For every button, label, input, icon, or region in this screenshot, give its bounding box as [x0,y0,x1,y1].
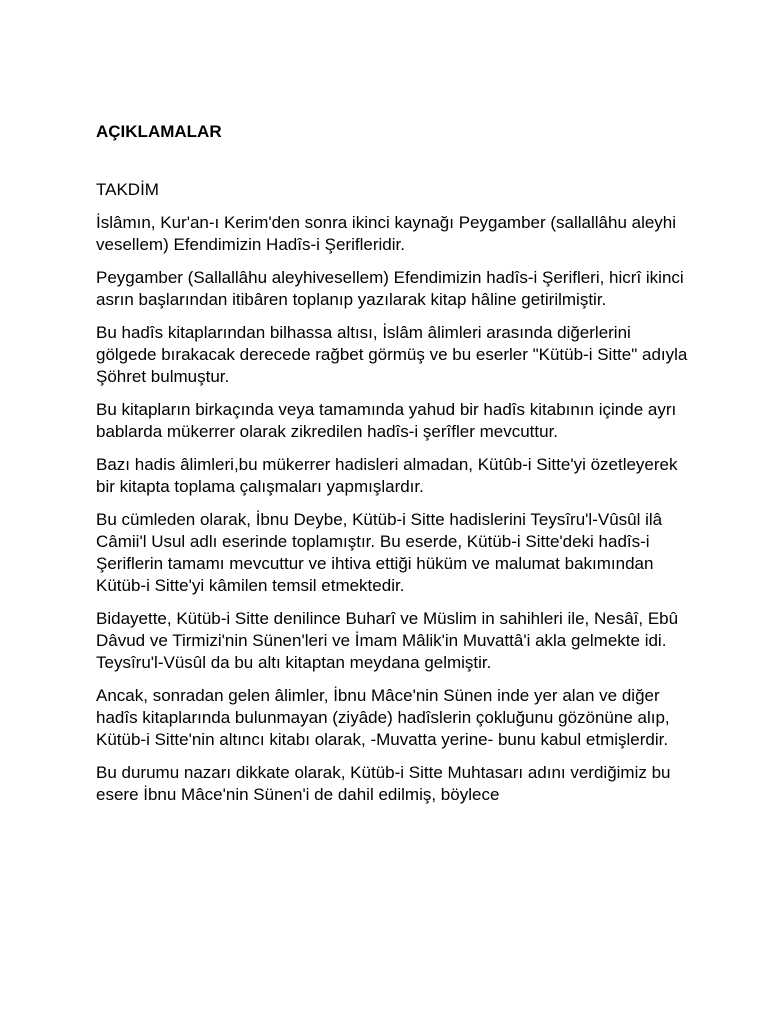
document-title: AÇIKLAMALAR [96,122,222,141]
document-page [96,121,696,806]
section-title: TAKDİM [96,180,159,199]
paragraph: Bu kitapların birkaçında veya tamamında yahud bir hadîs kitabının içinde ayrı bablarda mükerrer olarak zikredilen hadîs-i şerîfler mevcuttur. [96,400,677,441]
paragraph: Bidayette, Kütüb-i Sitte denilince Buharî ve Müslim in sahihleri ile, Nesâî, Ebû Dâvud ve Tirmizi'nin Sünen'leri ve İmam Mâlik'in Muvattâ'i akla gelmekte idi. Teysîru'l-Vüsûl da bu altı kitaptan meydana gelmiştir. [96,609,679,672]
paragraph: Peygamber (Sallallâhu aleyhivesellem) Efendimizin hadîs-i Şerifleri, hicrî ikinci asrın başlarından itibâren toplanıp yazılarak kitap hâline getirilmiştir. [96,268,684,309]
paragraph: Bazı hadis âlimleri,bu mükerrer hadisleri almadan, Kütûb-i Sitte'yi özetleyerek bir kitapta toplama çalışmaları yapmışlardır. [96,455,678,496]
paragraph: İslâmın, Kur'an-ı Kerim'den sonra ikinci kaynağı Peygamber (sallallâhu aleyhi vesellem) Efendimizin Hadîs-i Şerifleridir. [96,213,677,254]
paragraph: Bu hadîs kitaplarından bilhassa altısı, İslâm âlimleri arasında diğerlerini gölgede bırakacak derecede rağbet görmüş ve bu eserler "Kütüb-i Sitte" adıyla Şöhret bulmuştur. [96,323,688,386]
paragraph: Ancak, sonradan gelen âlimler, İbnu Mâce'nin Sünen inde yer alan ve diğer hadîs kitaplarında bulunmayan (ziyâde) hadîslerin çokluğunu gözönüne alıp, Kütüb-i Sitte'nin altıncı kitabı olarak, -Muvatta yerine- bunu kabul etmişlerdir. [96,686,670,749]
paragraph: Bu durumu nazarı dikkate olarak, Kütüb-i Sitte Muhtasarı adını verdiğimiz bu esere İbnu Mâce'nin Sünen'i de dahil edilmiş, böylece [96,763,671,804]
paragraph: Bu cümleden olarak, İbnu Deybe, Kütüb-i Sitte hadislerini Teysîru'l-Vûsûl ilâ Câmii'l Usul adlı eserinde toplamıştır. Bu eserde, Kütüb-i Sitte'deki hadîs-i Şeriflerin tamamı mevcuttur ve ihtiva ettiği hüküm ve malumat bakımından Kütüb-i Sitte'yi kâmilen temsil etmektedir. [96,510,663,595]
